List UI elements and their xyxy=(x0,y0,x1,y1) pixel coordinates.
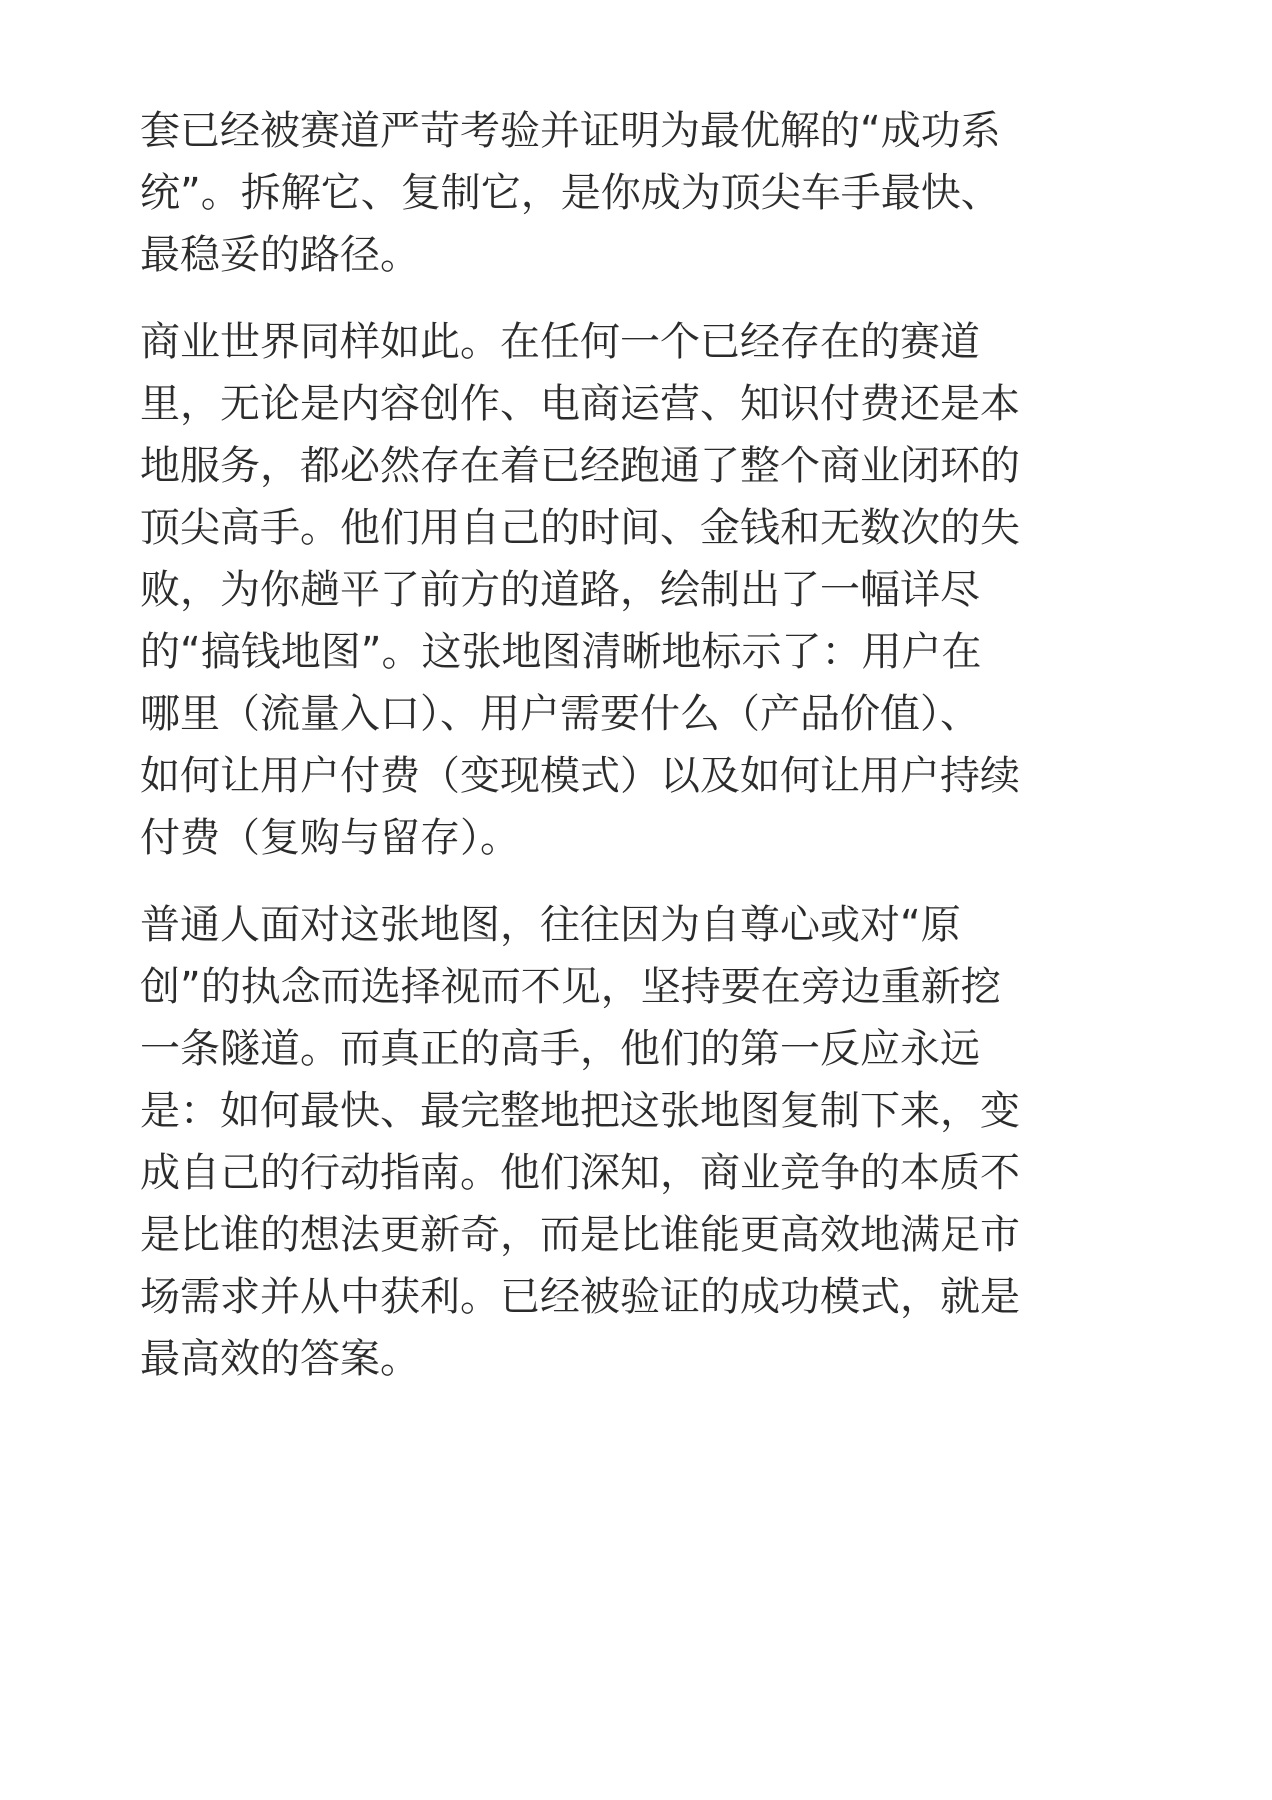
text-line: 商业世界同样如此。在任何一个已经存在的赛道 xyxy=(140,319,980,365)
text-line: 创”的执念而选择视而不见，坚持要在旁边重新挖 xyxy=(140,964,1001,1010)
text-line: 是：如何最快、最完整地把这张地图复制下来，变 xyxy=(140,1088,1020,1134)
text-line: 付费（复购与留存）。 xyxy=(140,815,520,861)
paragraph-2 xyxy=(140,311,1140,869)
text-line: 套已经被赛道严苛考验并证明为最优解的“成功系 xyxy=(140,108,1001,154)
text-line: 一条隧道。而真正的高手，他们的第一反应永远 xyxy=(140,1026,980,1072)
paragraph-1 xyxy=(140,100,1140,286)
text-line: 是比谁的想法更新奇，而是比谁能更高效地满足市 xyxy=(140,1212,1020,1258)
article-body xyxy=(140,100,1140,1415)
text-line: 的“搞钱地图”。这张地图清晰地标示了：用户在 xyxy=(140,629,982,675)
paragraph-3 xyxy=(140,894,1140,1390)
text-line: 统”。拆解它、复制它，是你成为顶尖车手最快、 xyxy=(140,170,1001,216)
text-line: 哪里（流量入口）、用户需要什么（产品价值）、 xyxy=(140,691,980,737)
text-line: 地服务，都必然存在着已经跑通了整个商业闭环的 xyxy=(140,443,1020,489)
text-line: 败，为你趟平了前方的道路，绘制出了一幅详尽 xyxy=(140,567,980,613)
text-line: 场需求并从中获利。已经被验证的成功模式，就是 xyxy=(140,1274,1020,1320)
text-line: 顶尖高手。他们用自己的时间、金钱和无数次的失 xyxy=(140,505,1020,551)
text-line: 成自己的行动指南。他们深知，商业竞争的本质不 xyxy=(140,1150,1020,1196)
text-line: 里，无论是内容创作、电商运营、知识付费还是本 xyxy=(140,381,1020,427)
text-line: 如何让用户付费（变现模式）以及如何让用户持续 xyxy=(140,753,1020,799)
text-line: 普通人面对这张地图，往往因为自尊心或对“原 xyxy=(140,902,961,948)
text-line: 最高效的答案。 xyxy=(140,1336,420,1382)
text-line: 最稳妥的路径。 xyxy=(140,232,420,278)
